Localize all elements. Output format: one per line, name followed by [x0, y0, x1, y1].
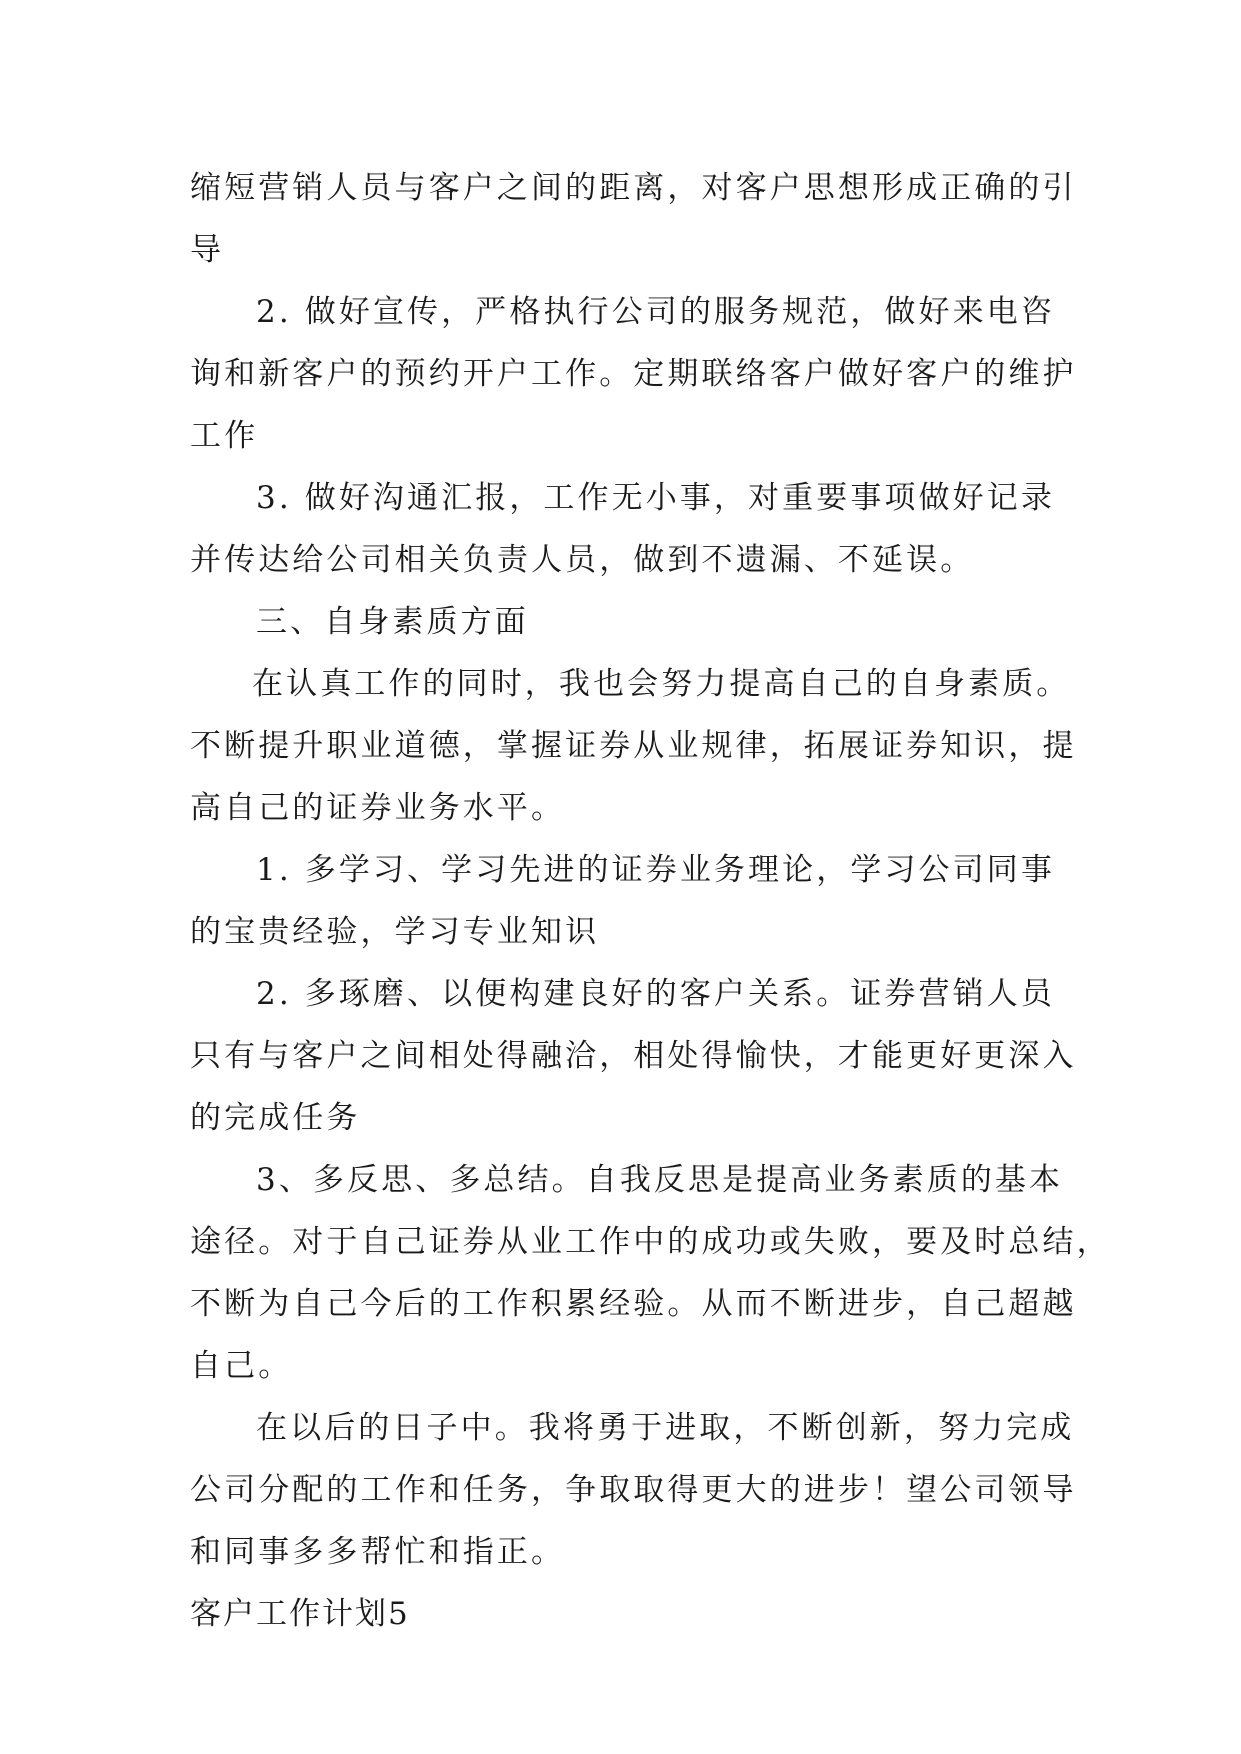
text-line-20: 自己。 — [190, 1348, 293, 1384]
text-line-2: 导 — [190, 232, 225, 268]
text-line-15: 只有与客户之间相处得融洽，相处得愉快，才能更好更深入 — [190, 1038, 1077, 1074]
document-body — [190, 157, 1111, 1645]
paragraph-self-quality-intro: 在认真工作的同时，我也会努力提高自己的自身素质。 — [252, 666, 1071, 702]
list-item-publicity: 2. 做好宣传，严格执行公司的服务规范，做好来电咨 — [256, 294, 1055, 330]
text-line-11: 高自己的证券业务水平。 — [190, 790, 566, 826]
text-line-7: 并传达给公司相关负责人员，做到不遗漏、不延误。 — [190, 542, 975, 578]
text-line-1: 缩短营销人员与客户之间的距离，对客户思想形成正确的引 — [190, 170, 1077, 206]
text-line-19: 不断为自己今后的工作积累经验。从而不断进步，自己超越 — [190, 1286, 1077, 1322]
text-line-13: 的宝贵经验，学习专业知识 — [190, 914, 600, 950]
text-line-4: 询和新客户的预约开户工作。定期联络客户做好客户的维护 — [190, 356, 1077, 392]
text-line-18: 途径。对于自己证券从业工作中的成功或失败，要及时总结， — [190, 1224, 1111, 1260]
text-line-22: 公司分配的工作和任务，争取取得更大的进步！望公司领导 — [190, 1472, 1077, 1508]
text-line-5: 工作 — [190, 418, 259, 454]
text-line-10: 不断提升职业道德，掌握证券从业规律，拓展证券知识，提 — [190, 728, 1077, 764]
document-section-title: 客户工作计划5 — [190, 1596, 410, 1632]
list-item-ponder: 2. 多琢磨、以便构建良好的客户关系。证券营销人员 — [256, 976, 1055, 1012]
text-line-16: 的完成任务 — [190, 1100, 361, 1136]
text-line-23: 和同事多多帮忙和指正。 — [190, 1534, 566, 1570]
list-item-study: 1. 多学习、学习先进的证券业务理论，学习公司同事 — [256, 852, 1055, 888]
paragraph-closing: 在以后的日子中。我将勇于进取，不断创新，努力完成 — [256, 1410, 1075, 1446]
section-heading-self-quality: 三、自身素质方面 — [256, 604, 529, 640]
list-item-communication: 3. 做好沟通汇报，工作无小事，对重要事项做好记录 — [256, 480, 1055, 516]
list-item-reflect: 3、多反思、多总结。自我反思是提高业务素质的基本 — [256, 1162, 1064, 1198]
